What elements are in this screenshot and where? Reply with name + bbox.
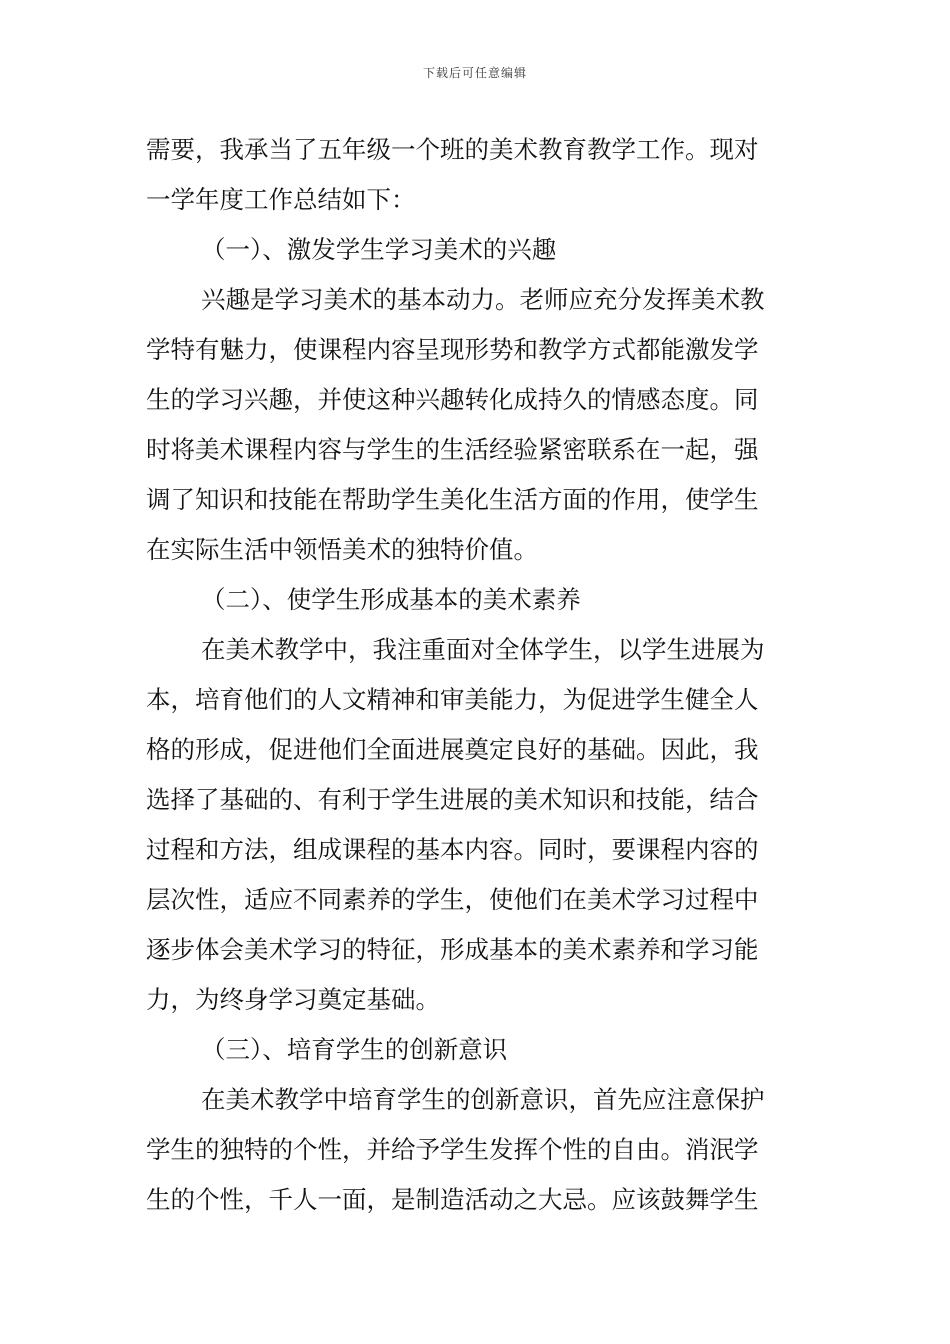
text-line: 需要，我承当了五年级一个班的美术教育教学工作。现对	[146, 135, 759, 164]
text-line: 逐步体会美术学习的特征，形成基本的美术素养和学习能	[146, 935, 759, 964]
document-body	[146, 125, 808, 1225]
text-line: 在实际生活中领悟美术的独特价值。	[146, 535, 538, 564]
text-line: 层次性，适应不同素养的学生，使他们在美术学习过程中	[146, 885, 759, 914]
text-line: 选择了基础的、有利于学生进展的美术知识和技能，结合	[146, 785, 759, 814]
text-line: 一学年度工作总结如下：	[146, 185, 416, 214]
section-heading-3: （三）、培育学生的创新意识	[201, 1035, 508, 1064]
paragraph-first-line: 兴趣是学习美术的基本动力。老师应充分发挥美术教	[201, 285, 765, 314]
text-line: 学生的独特的个性，并给予学生发挥个性的自由。消泯学	[146, 1135, 759, 1164]
section-heading-2: （二）、使学生形成基本的美术素养	[201, 585, 581, 614]
text-line: 生的个性，千人一面，是制造活动之大忌。应该鼓舞学生	[146, 1185, 759, 1214]
text-line: 生的学习兴趣，并使这种兴趣转化成持久的情感态度。同	[146, 385, 759, 414]
text-line: 格的形成，促进他们全面进展奠定良好的基础。因此，我	[146, 735, 759, 764]
text-line: 过程和方法，组成课程的基本内容。同时，要课程内容的	[146, 835, 759, 864]
paragraph-first-line: 在美术教学中，我注重面对全体学生，以学生进展为	[201, 635, 765, 664]
text-line: 调了知识和技能在帮助学生美化生活方面的作用，使学生	[146, 485, 759, 514]
text-line: 本，培育他们的人文精神和审美能力，为促进学生健全人	[146, 685, 759, 714]
section-heading-1: （一）、激发学生学习美术的兴趣	[201, 235, 557, 264]
text-line: 时将美术课程内容与学生的生活经验紧密联系在一起，强	[146, 435, 759, 464]
page-header-note: 下载后可任意编辑	[422, 66, 527, 80]
paragraph-first-line: 在美术教学中培育学生的创新意识，首先应注意保护	[201, 1085, 765, 1114]
text-line: 学特有魅力，使课程内容呈现形势和教学方式都能激发学	[146, 335, 759, 364]
text-line: 力，为终身学习奠定基础。	[146, 985, 440, 1014]
